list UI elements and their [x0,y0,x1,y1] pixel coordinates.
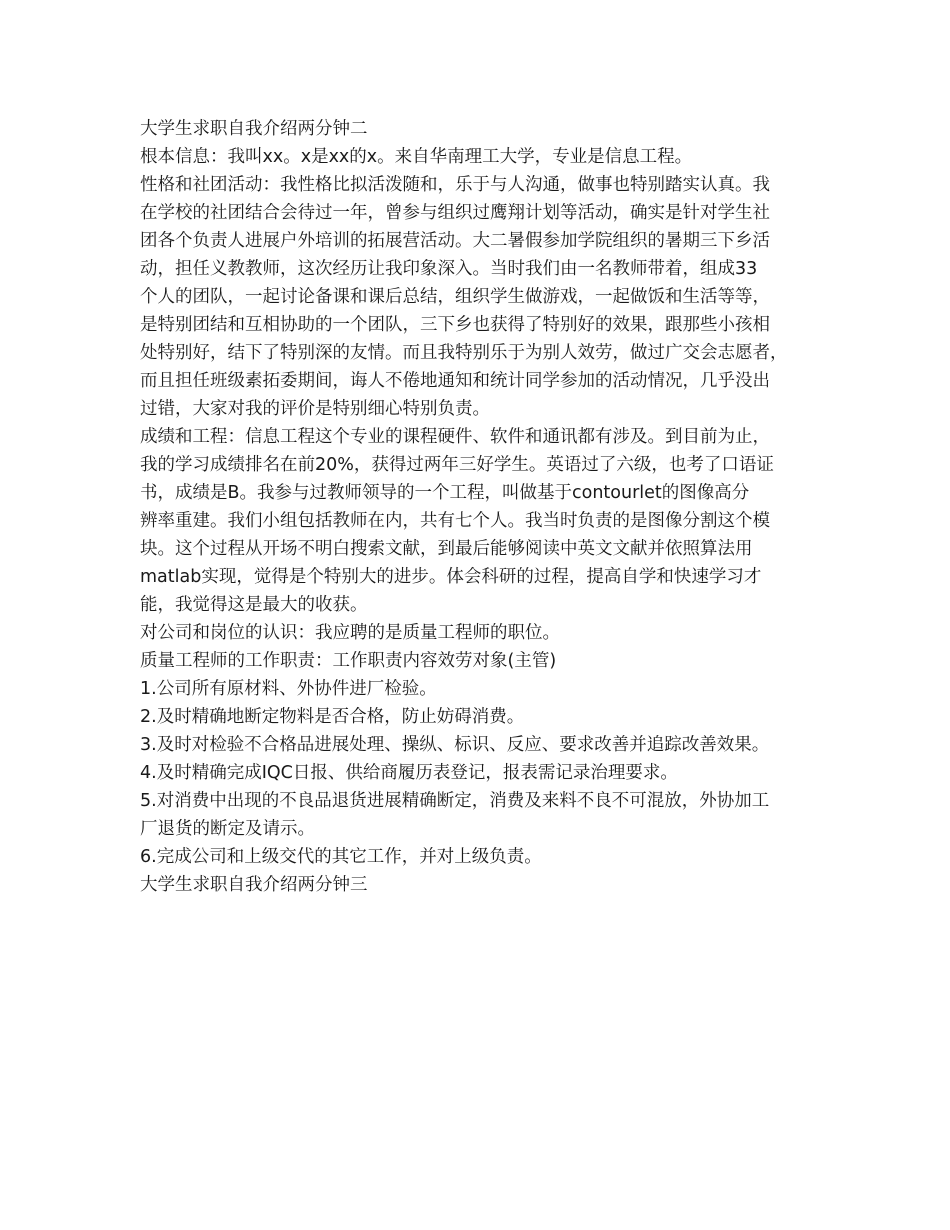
text-line: 团各个负责人进展户外培训的拓展营活动。大二暑假参加学院组织的暑期三下乡活 [140,231,770,251]
text-line: 厂退货的断定及请示。 [140,819,315,839]
text-line: 6.完成公司和上级交代的其它工作，并对上级负责。 [140,847,542,867]
paragraph-duties-title [140,647,812,675]
paragraph-personality [140,171,812,423]
section-heading-two: 大学生求职自我介绍两分钟二 [140,119,368,139]
text-line: 书，成绩是B。我参与过教师领导的一个工程，叫做基于contourlet的图像高分 [140,483,750,503]
text-line: 处特别好，结下了特别深的友情。而且我特别乐于为别人效劳，做过广交会志愿者， [140,343,788,363]
text-line: 能，我觉得这是最大的收获。 [140,595,368,615]
text-line: 1.公司所有原材料、外协件进厂检验。 [140,679,437,699]
text-line: 对公司和岗位的认识：我应聘的是质量工程师的职位。 [140,623,560,643]
text-line: 4.及时精确完成IQC日报、供给商履历表登记，报表需记录治理要求。 [140,763,678,783]
text-line: matlab实现，觉得是个特别大的进步。体会科研的过程，提高自学和快速学习才 [140,567,762,587]
text-line: 我的学习成绩排名在前20%，获得过两年三好学生。英语过了六级，也考了口语证 [140,455,774,475]
text-line: 过错，大家对我的评价是特别细心特别负责。 [140,399,490,419]
text-line: 而且担任班级素拓委期间，诲人不倦地通知和统计同学参加的活动情况，几乎没出 [140,371,770,391]
text-line: 性格和社团活动：我性格比拟活泼随和，乐于与人沟通，做事也特别踏实认真。我 [140,175,770,195]
document-body [140,115,812,899]
text-line: 2.及时精确地断定物料是否合格，防止妨碍消费。 [140,707,525,727]
section-heading-three: 大学生求职自我介绍两分钟三 [140,875,368,895]
text-line: 成绩和工程：信息工程这个专业的课程硬件、软件和通讯都有涉及。到目前为止， [140,427,770,447]
list-item-duty-6 [140,843,812,871]
paragraph-achievements [140,423,812,619]
list-item-duty-2 [140,703,812,731]
text-line: 辨率重建。我们小组包括教师在内，共有七个人。我当时负责的是图像分割这个模 [140,511,770,531]
text-line: 3.及时对检验不合格品进展处理、操纵、标识、反应、要求改善并追踪改善效果。 [140,735,770,755]
paragraph-position [140,619,812,647]
list-item-duty-3 [140,731,812,759]
text-line: 是特别团结和互相协助的一个团队，三下乡也获得了特别好的效果，跟那些小孩相 [140,315,770,335]
text-line: 块。这个过程从开场不明白搜索文献，到最后能够阅读中英文文献并依照算法用 [140,539,753,559]
list-item-duty-5 [140,787,812,843]
text-line: 5.对消费中出现的不良品退货进展精确断定，消费及来料不良不可混放，外协加工 [140,791,770,811]
text-line: 质量工程师的工作职责：工作职责内容效劳对象(主管) [140,651,557,671]
paragraph-basic-info [140,143,812,171]
text-line: 根本信息：我叫xx。x是xx的x。来自华南理工大学，专业是信息工程。 [140,147,693,167]
text-line: 动，担任义教教师，这次经历让我印象深入。当时我们由一名教师带着，组成33 [140,259,758,279]
text-line: 在学校的社团结合会待过一年，曾参与组织过鹰翔计划等活动，确实是针对学生社 [140,203,770,223]
list-item-duty-1 [140,675,812,703]
text-line: 个人的团队，一起讨论备课和课后总结，组织学生做游戏，一起做饭和生活等等， [140,287,770,307]
list-item-duty-4 [140,759,812,787]
